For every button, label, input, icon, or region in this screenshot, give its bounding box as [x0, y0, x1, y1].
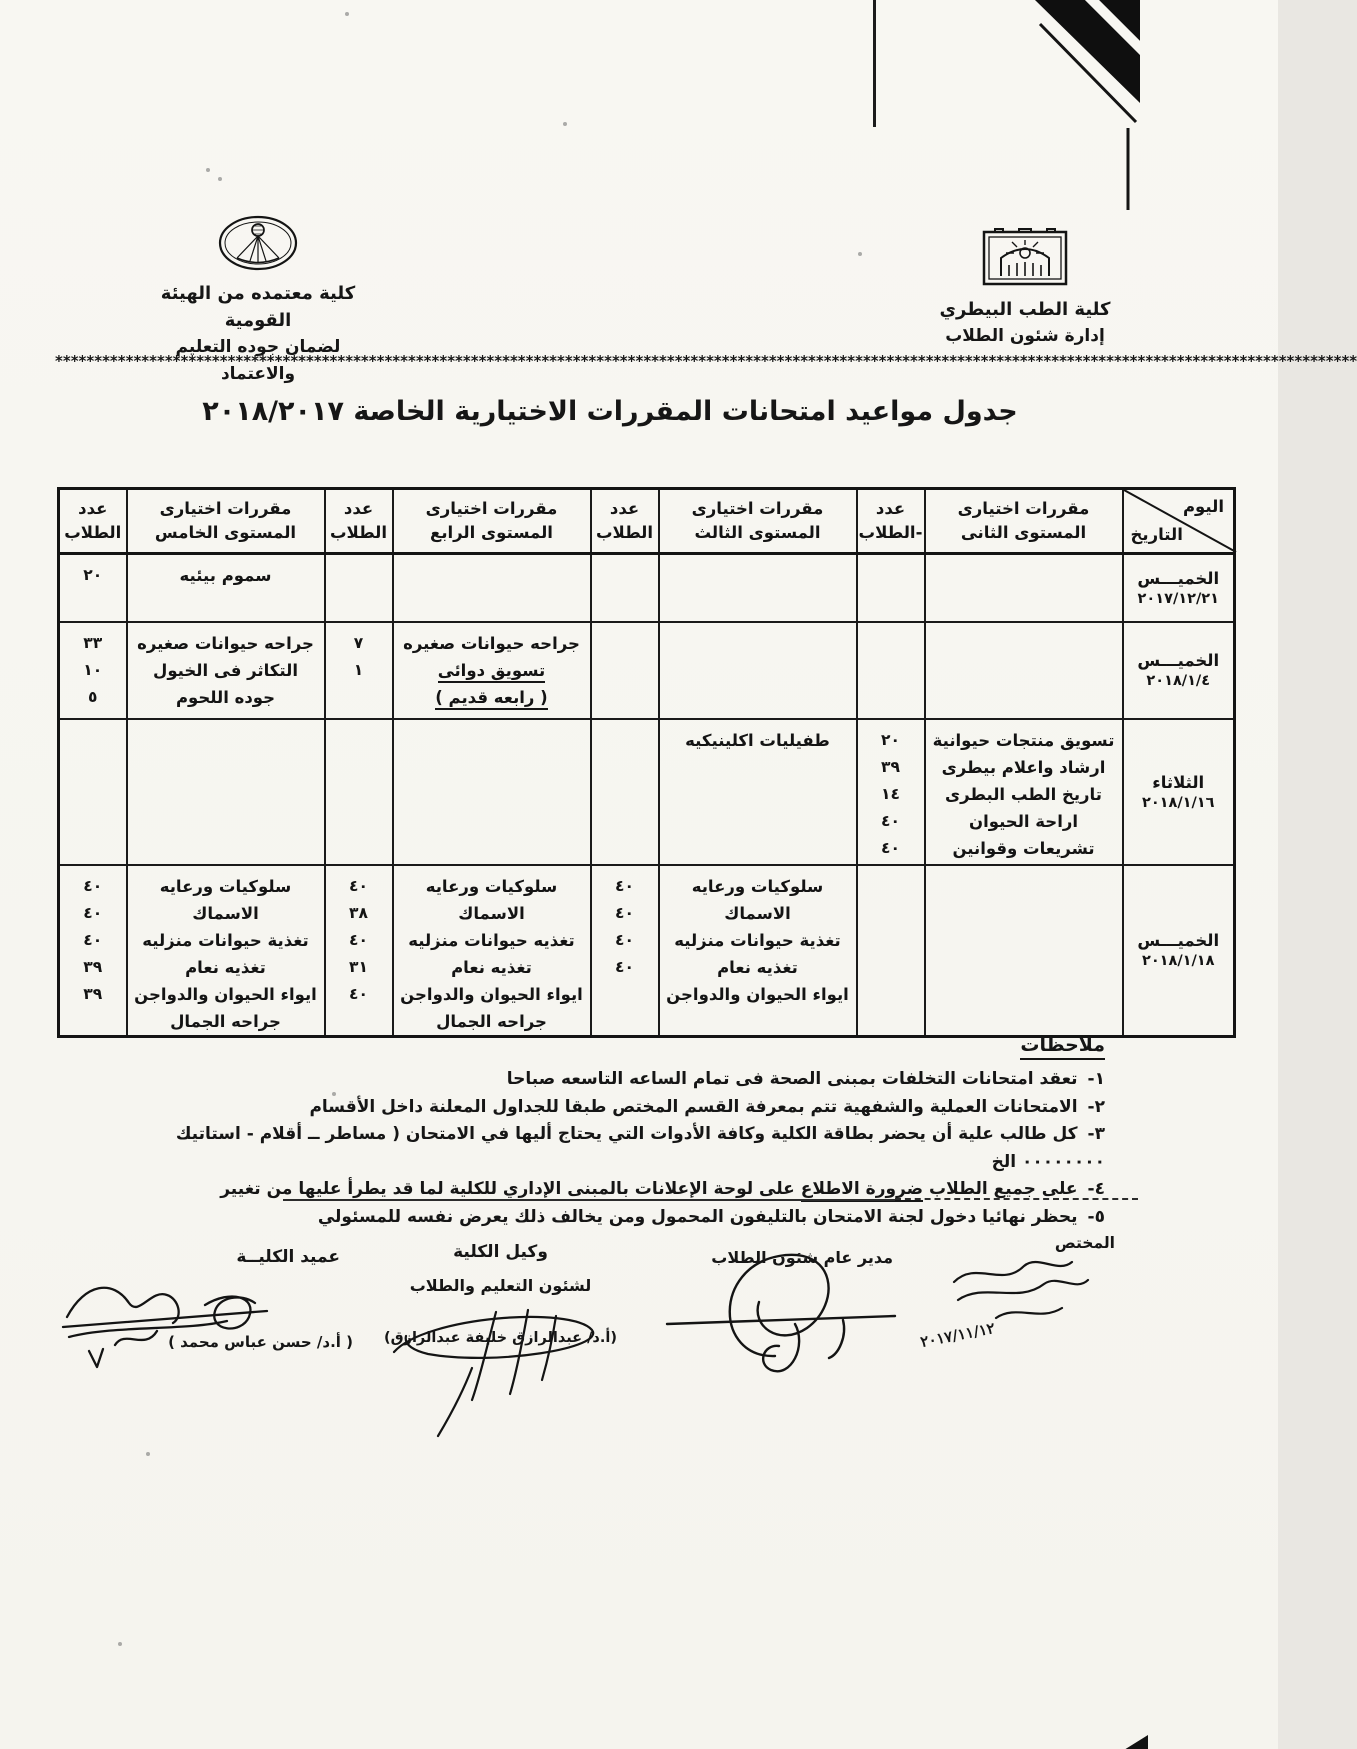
student-count: ٤٠: [83, 903, 103, 922]
course-name: سلوكيات ورعايه الاسماك: [425, 876, 558, 923]
notes-heading: ملاحظات: [1020, 1034, 1105, 1060]
scan-speck: [218, 177, 222, 181]
course-title-line: مقررات اختيارى: [425, 499, 558, 519]
count-cell-l5: [59, 622, 127, 719]
courses-cell-l3: [659, 622, 857, 719]
courses-cell-l3: [659, 865, 857, 1037]
student-count: ١: [353, 660, 364, 679]
course-name: جراحه الجمال: [436, 1011, 547, 1031]
exam-date: ٢٠١٧/١٢/٢١: [1137, 590, 1219, 607]
count-cell-l4: [325, 554, 393, 622]
table-header-row: [59, 489, 1235, 554]
course-name: تغذيه نعام: [451, 957, 532, 977]
count-cell-l5: [59, 865, 127, 1037]
student-count: ٤٠: [615, 957, 634, 976]
accreditation-line2: لضمان جوده التعليم والاعتماد: [175, 337, 341, 385]
count-cell-l4: [325, 865, 393, 1037]
level2-line: المستوى الثانى: [960, 523, 1087, 542]
exam-date: ٢٠١٨/١/٤: [1146, 673, 1211, 689]
accreditation-line1: كلية معتمده من الهيئة القومية: [160, 283, 356, 331]
student-count: ٥: [88, 687, 98, 706]
faculty-emblem-logo: [981, 226, 1069, 288]
student-count: ٣٩: [881, 757, 900, 776]
scan-speck: [345, 12, 349, 16]
courses-cell-l5: [127, 719, 325, 865]
scan-speck: [146, 1452, 150, 1456]
level5-courses-header: [127, 489, 325, 554]
count-bottom-line: الطلاب: [64, 523, 122, 542]
note-text: الامتحانات العملية والشفهية تتم بمعرفة القسم المختص طبقا للجداول المعلنة داخل الأقسام: [309, 1096, 1078, 1117]
course-title-line: مقررات اختيارى: [957, 499, 1090, 519]
student-count: ١٤: [881, 784, 900, 803]
student-count: ٣٩: [83, 957, 103, 976]
course-name: ايواء الحيوان والدواجن: [134, 984, 317, 1004]
course-name: طفيليات اكلينيكيه: [685, 730, 830, 750]
day-name: الخميـــس: [1137, 651, 1220, 670]
course-title-line: مقررات اختيارى: [691, 499, 824, 519]
specialist-title: المختص: [1054, 1234, 1115, 1252]
note-item: [170, 1121, 1105, 1176]
course-name: تغذية حيوانات منزليه: [674, 930, 841, 950]
courses-cell-l2: [925, 622, 1123, 719]
count-cell-l2: [857, 554, 925, 622]
count-cell-l5: [59, 719, 127, 865]
department-name: إدارة شئون الطلاب: [945, 326, 1105, 346]
day-date-cell: [1123, 865, 1235, 1037]
courses-cell-l2: [925, 554, 1123, 622]
count-top-line: عدد: [343, 499, 374, 519]
level4-count-header: [325, 489, 393, 554]
notes-list: [170, 1066, 1105, 1231]
courses-cell-l5: [127, 622, 325, 719]
courses-cell-l3: [659, 554, 857, 622]
specialist-handwritten-date: ٢٠١٧/١١/١٢: [918, 1318, 997, 1352]
stars-separator: **********************************************************************************************************************************************************************: [55, 352, 1357, 370]
day-date-header: [1123, 489, 1235, 554]
student-count: ٣٨: [349, 903, 368, 922]
exam-schedule-table: [57, 487, 1236, 1038]
schedule-row: [59, 554, 1235, 622]
course-name: ايواء الحيوان والدواجن: [400, 984, 583, 1004]
day-date-cell: [1123, 622, 1235, 719]
note-text: كل طالب علية أن يحضر بطاقة الكلية وكافة الأدوات التي يحتاج أليها في الامتحان ( مساطر ــ أقلام - استاتيك ٠٠٠٠٠٠٠٠ الخ: [175, 1124, 1105, 1172]
separator-line-solid: [283, 1199, 895, 1201]
day-date-cell: [1123, 719, 1235, 865]
day-name: الخميـــس: [1137, 931, 1220, 950]
count-top-line: عدد: [78, 499, 108, 519]
student-count: ٤٠: [615, 876, 634, 895]
count-cell-l5: [59, 554, 127, 622]
faculty-name: كلية الطب البيطري: [939, 299, 1111, 320]
level2-courses-header: [925, 489, 1123, 554]
student-count: ٤٠: [881, 838, 900, 857]
course-name: ( رابعه قديم ): [394, 684, 590, 711]
count-bottom-line: الطلاب: [329, 523, 388, 542]
course-name: تسويق دوائى: [394, 657, 590, 684]
note-number: ٥-: [1087, 1206, 1105, 1227]
count-cell-l3: [591, 719, 659, 865]
courses-cell-l4: [393, 865, 591, 1037]
course-name: سلوكيات ورعايه الاسماك: [691, 876, 824, 923]
schedule-row: [59, 865, 1235, 1037]
vice-dean-name: (أ.د/ عبدالرازق خليفة عبدالرازق): [384, 1330, 617, 1346]
courses-cell-l5: [127, 554, 325, 622]
level3-courses-header: [659, 489, 857, 554]
student-count: ٣١: [349, 957, 368, 976]
level3-line: المستوى الثالث: [694, 523, 821, 542]
courses-cell-l2: [925, 865, 1123, 1037]
date-header-label: التاريخ: [1130, 525, 1183, 545]
course-name: جراحه حيوانات صغيره: [403, 633, 580, 653]
scan-speck: [563, 122, 567, 126]
exam-date: ٢٠١٨/١/١٨: [1141, 953, 1215, 969]
courses-cell-l2: [925, 719, 1123, 865]
count-cell-l4: [325, 622, 393, 719]
courses-cell-l4: [393, 719, 591, 865]
accreditation-emblem-logo: [217, 214, 299, 272]
vice-dean-title-line1: وكيل الكلية: [453, 1242, 548, 1262]
course-name: التكاثر فى الخيول: [153, 660, 298, 680]
courses-cell-l4: [393, 622, 591, 719]
dean-name: ( أ.د/ حسن عباس محمد ): [168, 1333, 353, 1351]
vice-dean-title-line2: لشئون التعليم والطلاب: [409, 1276, 592, 1295]
faculty-header-block: [930, 226, 1120, 350]
count-cell-l3: [591, 622, 659, 719]
course-name: تغذيه نعام: [185, 957, 266, 977]
count-top-line: عدد: [609, 499, 640, 519]
note-number: ١-: [1087, 1069, 1105, 1089]
course-name: جوده اللحوم: [175, 687, 276, 707]
notes-section: [170, 1034, 1105, 1231]
course-name: تسويق منتجات حيوانية: [932, 730, 1115, 750]
student-count: ٤٠: [349, 984, 368, 1003]
courses-cell-l3: [659, 719, 857, 865]
student-count: ٤٠: [349, 876, 368, 895]
level5-count-header: [59, 489, 127, 554]
day-name: الثلاثاء: [1152, 772, 1205, 792]
schedule-row: [59, 719, 1235, 865]
count-top-line: عدد: [875, 499, 906, 519]
note-number: ٢-: [1087, 1096, 1105, 1117]
count-bottom-line: -الطلاب: [858, 523, 923, 542]
student-count: ٤٠: [615, 903, 634, 922]
fold-line-artifact: [873, 0, 876, 127]
course-name: تشريعات وقوانين: [952, 838, 1095, 858]
count-bottom-line: الطلاب: [595, 523, 654, 542]
signature-block-vice-dean: [368, 1242, 633, 1346]
count-cell-l3: [591, 865, 659, 1037]
schedule-body: [59, 554, 1235, 1037]
vice-dean-signature: [376, 1290, 626, 1440]
count-cell-l2: [857, 719, 925, 865]
course-title-line: مقررات اختيارى: [159, 499, 292, 519]
student-count: ٤٠: [881, 811, 900, 830]
director-title: مدير عام شئون الطلاب: [711, 1248, 893, 1267]
count-cell-l3: [591, 554, 659, 622]
course-name: جراحه حيوانات صغيره: [137, 633, 314, 653]
dean-title: عميد الكليــة: [236, 1247, 340, 1267]
note-text: تعقد امتحانات التخلفات بمبنى الصحة فى تمام الساعه التاسعه صباحا: [506, 1069, 1078, 1089]
exam-date: ٢٠١٨/١/١٦: [1141, 794, 1215, 811]
day-date-cell: [1123, 554, 1235, 622]
course-name: جراحه الجمال: [170, 1011, 281, 1031]
student-count: ٧: [353, 633, 364, 652]
level4-courses-header: [393, 489, 591, 554]
dean-signature: [55, 1265, 335, 1375]
note-item: [170, 1094, 1105, 1122]
course-name: سلوكيات ورعايه الاسماك: [159, 876, 292, 923]
note-text: يحظر نهائيا دخول لجنة الامتحان بالتليفون المحمول ومن يخالف ذلك يعرض نفسه للمسئولي: [317, 1206, 1078, 1227]
page-title: جدول مواعيد امتحانات المقررات الاختيارية الخاصة ٢٠١٨/٢٠١٧: [202, 396, 1018, 427]
note-text: على جميع الطلاب ضرورة الاطلاع على لوحة الإعلانات بالمبنى الإداري للكلية لما قد يطرأ عليها من تغيير: [220, 1179, 1077, 1202]
note-item: [170, 1204, 1105, 1232]
student-count: ٤٠: [349, 930, 368, 949]
student-count: ٤٠: [615, 930, 634, 949]
student-count: ٤٠: [83, 876, 103, 895]
courses-cell-l4: [393, 554, 591, 622]
note-number: ٣-: [1087, 1124, 1105, 1144]
scan-speck: [206, 168, 210, 172]
count-cell-l2: [857, 622, 925, 719]
course-name: ايواء الحيوان والدواجن: [666, 984, 849, 1004]
course-name: سموم بيئيه: [179, 566, 272, 585]
courses-cell-l5: [127, 865, 325, 1037]
level4-line: المستوى الرابع: [430, 523, 553, 542]
day-header-label: اليوم: [1182, 497, 1224, 516]
level5-line: المستوى الخامس: [154, 523, 297, 542]
student-count: ٣٣: [83, 633, 103, 652]
scan-speck: [118, 1642, 122, 1646]
course-name: ارشاد واعلام بيطرى: [941, 757, 1106, 777]
separator-line-dashed: [895, 1198, 1138, 1200]
scan-speck: [858, 252, 862, 256]
student-count: ٤٠: [83, 930, 103, 949]
student-count: ٢٠: [83, 566, 103, 584]
student-count: ٢٠: [881, 730, 900, 749]
level3-count-header: [591, 489, 659, 554]
course-name: تغذية حيوانات منزليه: [142, 930, 309, 950]
note-item: [170, 1066, 1105, 1094]
level2-count-header: [857, 489, 925, 554]
bottom-scan-notch: [1118, 1735, 1148, 1749]
day-name: الخميـــس: [1137, 568, 1220, 588]
count-cell-l4: [325, 719, 393, 865]
corner-scan-artifact: [1010, 0, 1278, 230]
student-count: ١٠: [83, 660, 103, 679]
student-count: ٣٩: [83, 984, 103, 1003]
course-name: تاريخ الطب البطرى: [945, 784, 1102, 804]
note-number: ٤-: [1087, 1179, 1105, 1199]
course-name: اراحة الحيوان: [968, 811, 1078, 831]
course-name: تغذيه حيوانات منزليه: [408, 930, 575, 950]
course-name: تغذيه نعام: [717, 957, 798, 977]
count-cell-l2: [857, 865, 925, 1037]
schedule-row: [59, 622, 1235, 719]
